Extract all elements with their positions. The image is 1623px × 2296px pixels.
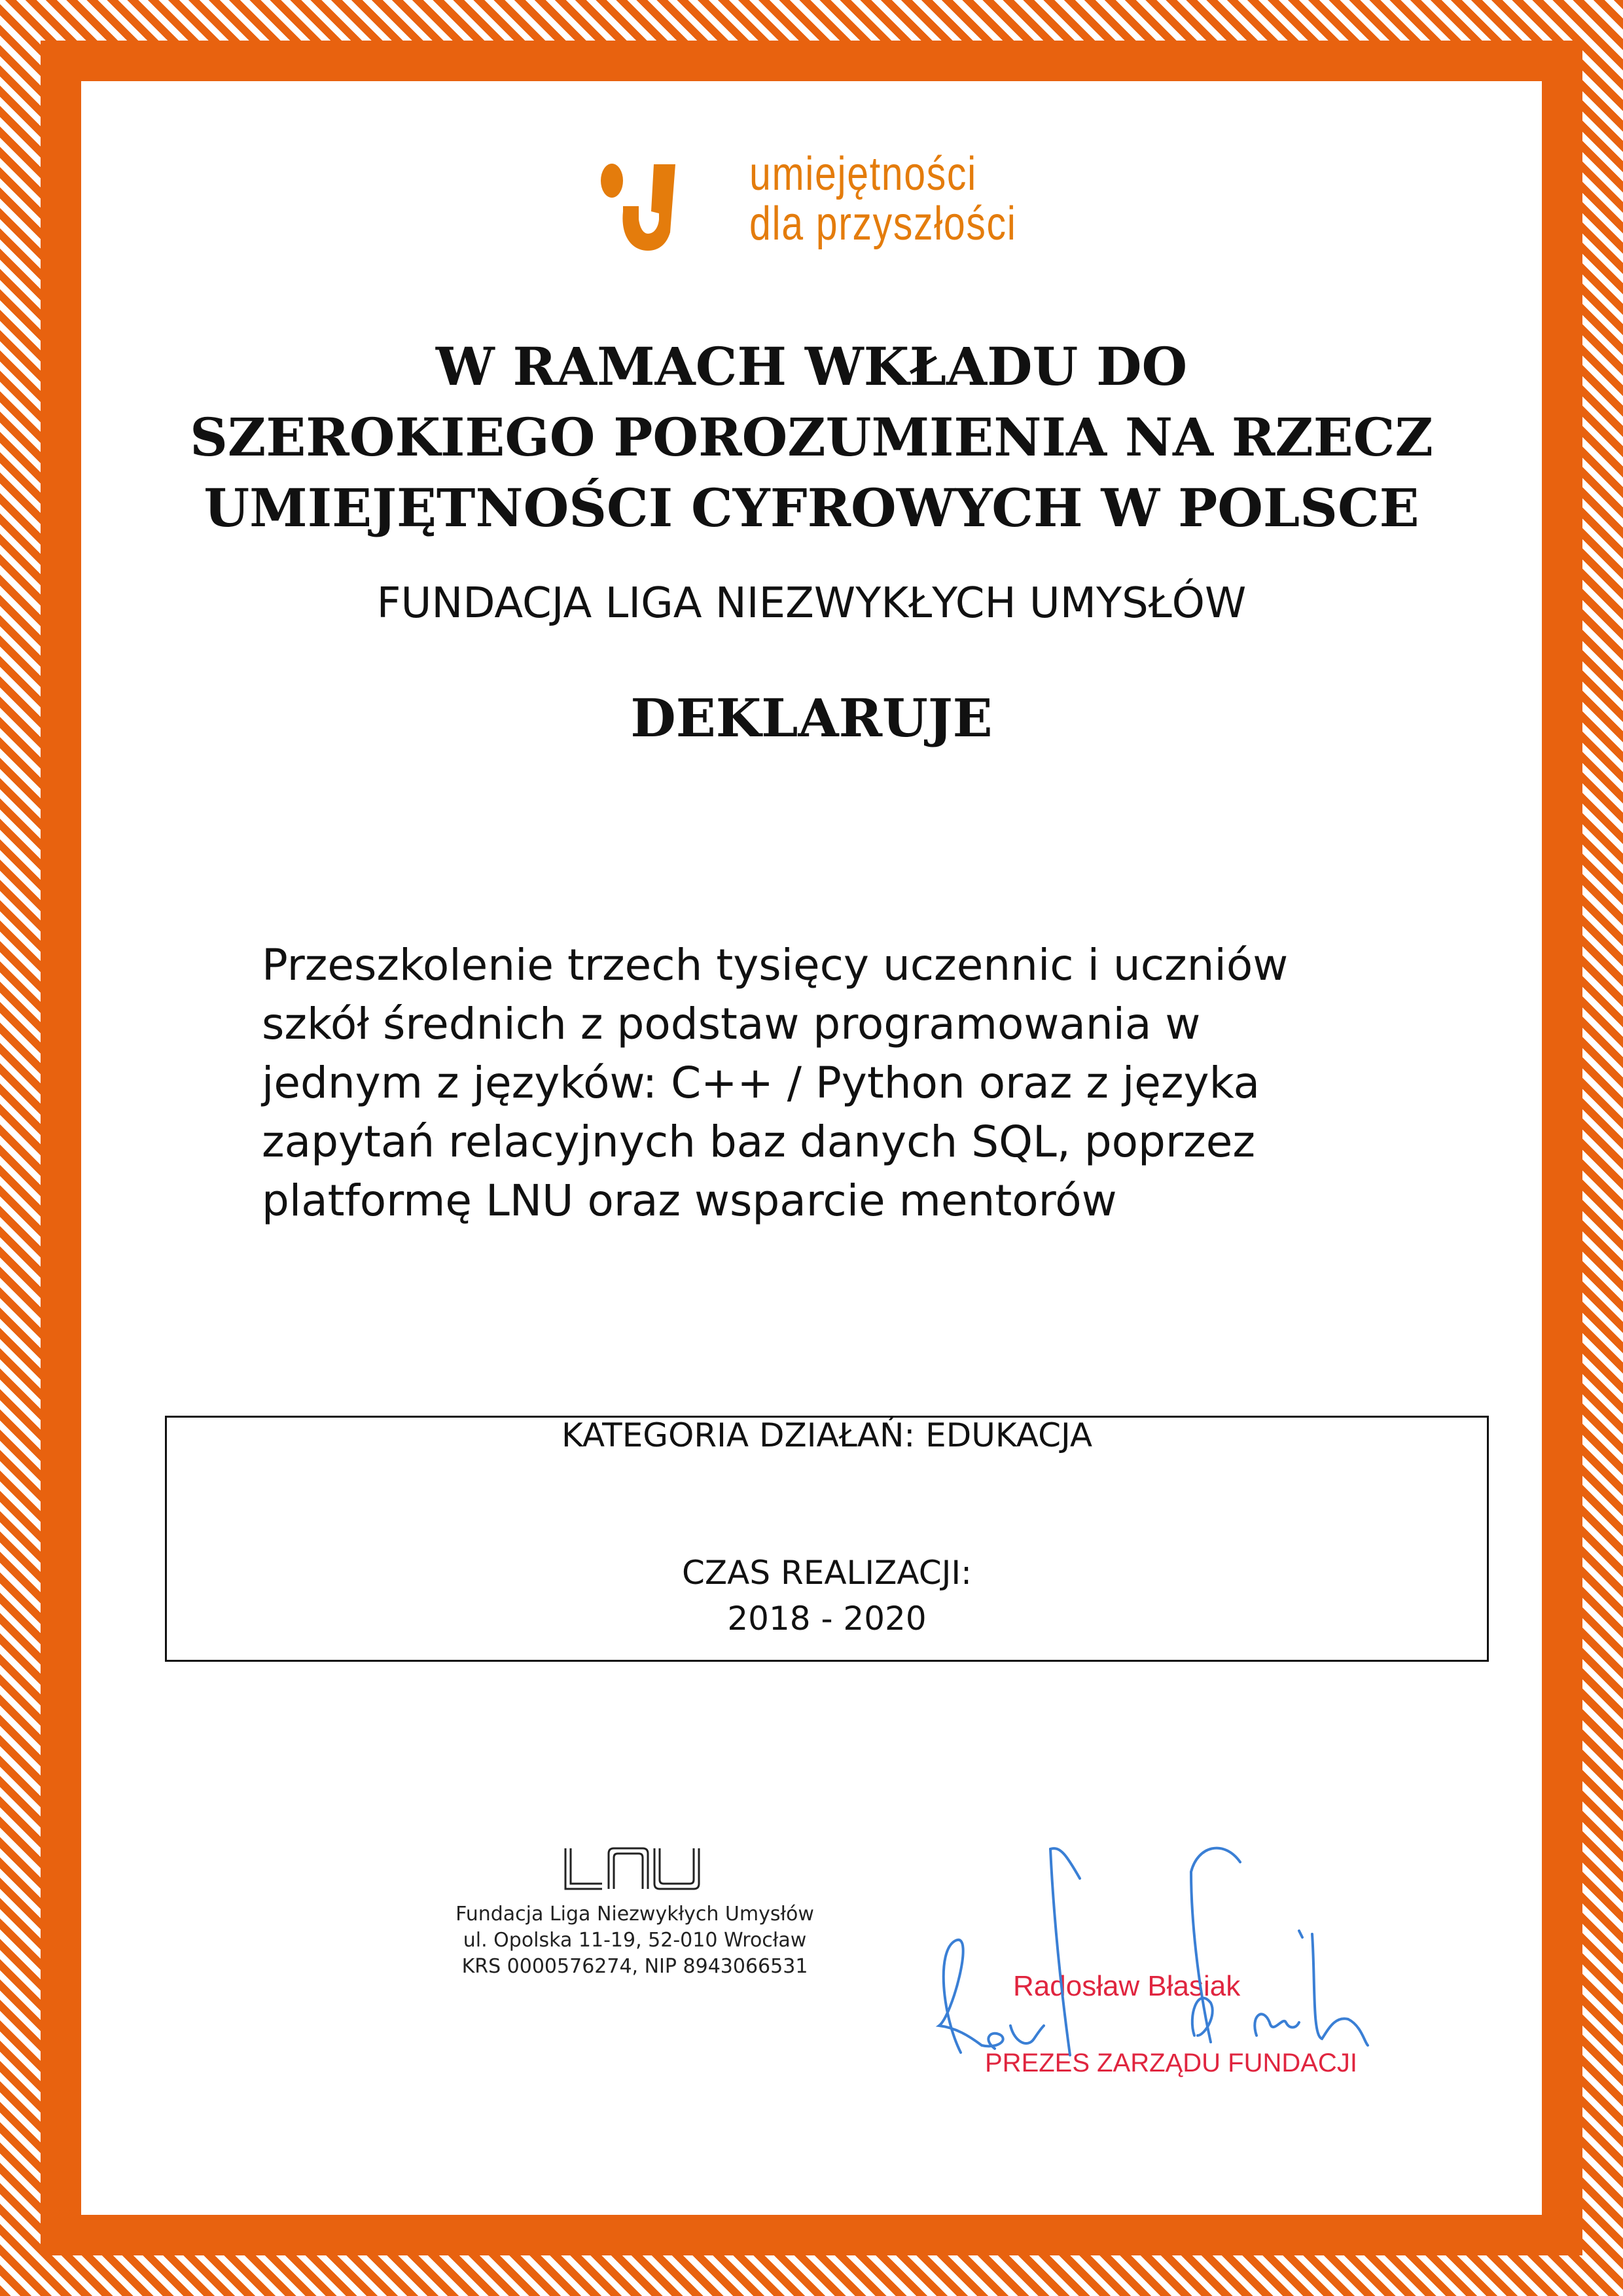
- category: KATEGORIA DZIAŁAŃ: EDUKACJA: [561, 1416, 1093, 1454]
- stamp-name: Radosław Błasiak: [1013, 1970, 1241, 2002]
- address-line: ul. Opolska 11-19, 52-010 Wrocław: [463, 1929, 807, 1952]
- declaration-line: platformę LNU oraz wsparcie mentorów: [262, 1175, 1117, 1226]
- period-label: CZAS REALIZACJI:: [682, 1554, 972, 1592]
- declaration-line: zapytań relacyjnych baz danych SQL, poprzez: [262, 1117, 1255, 1167]
- lnu-logo-icon: [563, 1846, 704, 1893]
- declaration-text: [262, 936, 1374, 1230]
- signature-icon: [929, 1820, 1427, 2094]
- declaration-line: szkół średnich z podstaw programowania w: [262, 999, 1201, 1049]
- stamp-title: PREZES ZARZĄDU FUNDACJI: [985, 2049, 1357, 2077]
- organization-name: FUNDACJA LIGA NIEZWYKŁYCH UMYSŁÓW: [376, 579, 1247, 628]
- certificate-title: [0, 331, 1623, 543]
- title-line: UMIEJĘTNOŚCI CYFROWYCH W POLSCE: [204, 477, 1419, 539]
- address-line: Fundacja Liga Niezwykłych Umysłów: [455, 1903, 814, 1926]
- title-line: SZEROKIEGO POROZUMIENIA NA RZECZ: [190, 406, 1433, 468]
- period-value: 2018 - 2020: [727, 1600, 927, 1638]
- declaration-line: jednym z języków: C++ / Python oraz z języka: [262, 1058, 1260, 1108]
- declares-heading: DEKLARUJE: [630, 687, 993, 749]
- declaration-line: Przeszkolenie trzech tysięcy uczennic i uczniów: [262, 940, 1289, 990]
- foundation-address: [445, 1901, 825, 1980]
- logo-text: [749, 149, 1016, 249]
- logo-line-2: dla przyszłości: [749, 198, 1017, 250]
- umiejetnosci-logo-icon: [596, 160, 684, 252]
- title-line: W RAMACH WKŁADU DO: [435, 336, 1188, 397]
- address-line: KRS 0000576274, NIP 8943066531: [461, 1955, 808, 1978]
- info-box: [165, 1416, 1489, 1662]
- logo-line-1: umiejętności: [749, 148, 977, 200]
